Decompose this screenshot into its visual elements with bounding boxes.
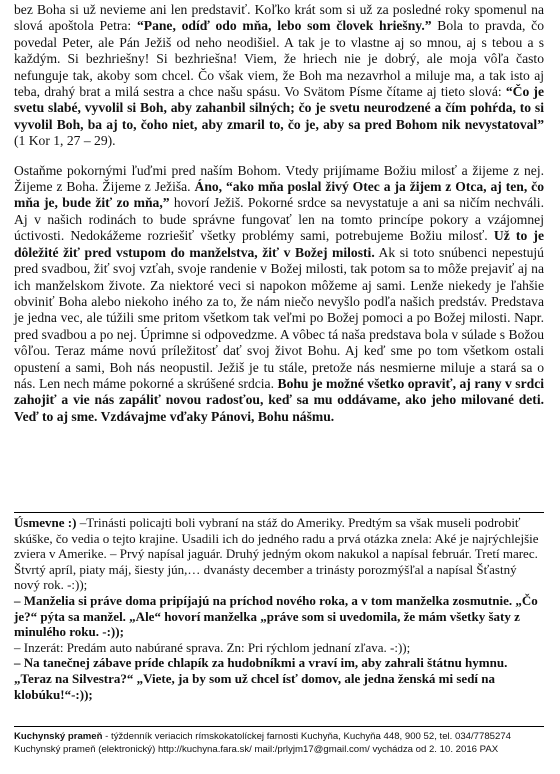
text-run: Ak si toto snúbenci nepestujú pred svadbou, žiť svoj vzťah, svoje randenie v Božej milosti, tak potom sa to môže prejaviť aj na ich manželskom živote. Za niektoré veci si napokon môžeme aj sami. Lenže niekedy je ľahšie obviniť Boha alebo niekoho iného za to, že nám niečo nevyšlo podľa našich predstáv. Predstava je jedna vec, ale túžili sme pritom všetkom tak veľmi po Božej pomoci a po Božej milosti. Napr. pred svadbou a po nej. Úprimne si odpovedzme. A vôbec tá naša predstava bola v súlade s Božou vôľou. Teraz máme novú príležitosť dať svoj život Bohu. Aj keď sme po tom všetkom ostali opustení a sami, Boh nás neopustil. Ježiš je tu stále, pretože nás nesmierne miluje a stará sa o nás. Len nech máme pokorné a skrúšené srdcia. bbox=[14, 244, 544, 391]
text-run: hovorí Ježiš. Pokorné srdce sa nevystatuje a ani sa ničím nechváli. Aj v našich rodinách to bude správne fungovať len na tomto princípe pokory a vzájomnej úctivosti. Nedokážeme rozriešiť všetky problémy sami, potrebujeme Božiu milosť. bbox=[14, 195, 544, 244]
footer-title-1: Kuchynský prameň bbox=[14, 731, 103, 742]
humor-joke-3 bbox=[14, 640, 544, 656]
humor-section bbox=[14, 512, 544, 702]
humor-joke-2 bbox=[14, 593, 544, 640]
bold-text-run: Bohu je možné všetko opraviť, aj rany v srdci zahojiť a vie nás zapáliť novou radosťou, keď sa mu oddávame, ako jeho milované deti. Veď to aj sme. Vzdávajme vďaky Pánovi, Bohu nášmu. bbox=[14, 375, 545, 424]
text-run: (1 Kor 1, 27 – 29). bbox=[14, 133, 116, 149]
sermon-paragraph-2 bbox=[14, 163, 544, 426]
bold-text-run: – Manželia si práve doma pripíjajú na príchod nového roka, a v tom manželka zosmutnie. „Čo je?“ pýta sa manžel. „Ale“ hovorí manželka „práve som si uvedomila, že mám všetky šaty z minulého roku. -:)); bbox=[14, 592, 538, 640]
text-run: bez Boha si už nevieme ani len predstaviť. Koľko krát som si už za posledné roky spomenul na slová apoštola Petra: bbox=[14, 2, 544, 34]
bold-text-run: Úsmevne :) bbox=[14, 515, 77, 530]
text-run: –Trinásti policajti boli vybraní na stáž do Ameriky. Predtým sa však museli podrobiť skúške, čo vedia o tejto krajine. Usadili ich do jedného radu a prvá otázka znela: Aké je najrýchlejšie zviera v Amerike. – Prvý napísal jaguár. Druhý jedným okom nakukol a napísal február. Tretí marec. Štvrtý apríl, piaty máj, šiesty jún,… dvanásty december a trinásty porozmýšľal a napísal Šťastný nový rok. -:)); bbox=[14, 515, 539, 593]
humor-joke-4 bbox=[14, 655, 544, 702]
bold-text-run: “Čo je svetu slabé, vyvolil si Boh, aby zahanbil silných; čo je svetu neurodzené a čím pohŕda, to si vyvolil Boh, ba aj to, čoho niet, aby zmaril to, čo je, aby sa pred Bohom nik nevystatoval” bbox=[14, 84, 544, 132]
bold-text-run: Áno, “ako mňa poslal živý Otec a ja žijem z Otca, aj ten, čo mňa je, bude žiť zo mňa,” bbox=[14, 179, 544, 211]
footer-text-2: (elektronický) http://kuchyna.fara.sk/ mail:/prlyjm17@gmail.com/ vychádza od 2. 10. 2016 PAX bbox=[95, 744, 499, 755]
footer-imprint bbox=[14, 726, 544, 756]
sermon-paragraph-1 bbox=[14, 2, 544, 150]
humor-joke-1 bbox=[14, 515, 544, 593]
footer-text-1: - týždenník veriacich rímskokatolíckej farnosti Kuchyňa, Kuchyňa 448, 900 52, tel. 034/7785274 bbox=[102, 731, 512, 742]
bold-text-run: Už to je dôležité žiť pred vstupom do manželstva, žiť v Božej milosti. bbox=[14, 228, 544, 260]
footer-title-2: Kuchynský prameň bbox=[14, 744, 96, 755]
text-run: Bola to pravda, čo povedal Peter, ale Pán Ježiš od neho neodišiel. A tak je to vlastne aj so mnou, aj s tebou a s každým. Si bezhriešny! Si bezhriešna! Viem, že hriech nie je dobrý, ale moja vôľa často nefunguje tak, akoby som chcel. Čo však viem, že Boh ma nezavrhol a miluje ma, a tak isto aj teba, drahý brat a milá sestra a chce našu spásu. Vo Svätom Písme čítame aj tieto slová: bbox=[14, 18, 544, 100]
text-run: – Inzerát: Predám auto nabúrané sprava. Zn: Pri rýchlom jednaní zľava. -:)); bbox=[14, 639, 411, 655]
text-run: Ostaňme pokornými ľuďmi pred naším Bohom. Vtedy prijímame Božiu milosť a žijeme z nej. Žijeme z Boha. Žijeme z Ježiša. bbox=[14, 162, 544, 195]
bold-text-run: – Na tanečnej zábave príde chlapík za hudobníkmi a vraví im, aby zahrali štátnu hymnu. „Teraz na Silvestra?“ „Viete, ja by som už chcel ísť domov, ale jedna ženská mi sedí na klobúku!“-:)); bbox=[14, 655, 508, 702]
footer-line-2 bbox=[14, 743, 544, 756]
footer-line-1 bbox=[14, 730, 544, 743]
bold-text-run: “Pane, odíď odo mňa, lebo som človek hriešny.” bbox=[136, 18, 432, 34]
